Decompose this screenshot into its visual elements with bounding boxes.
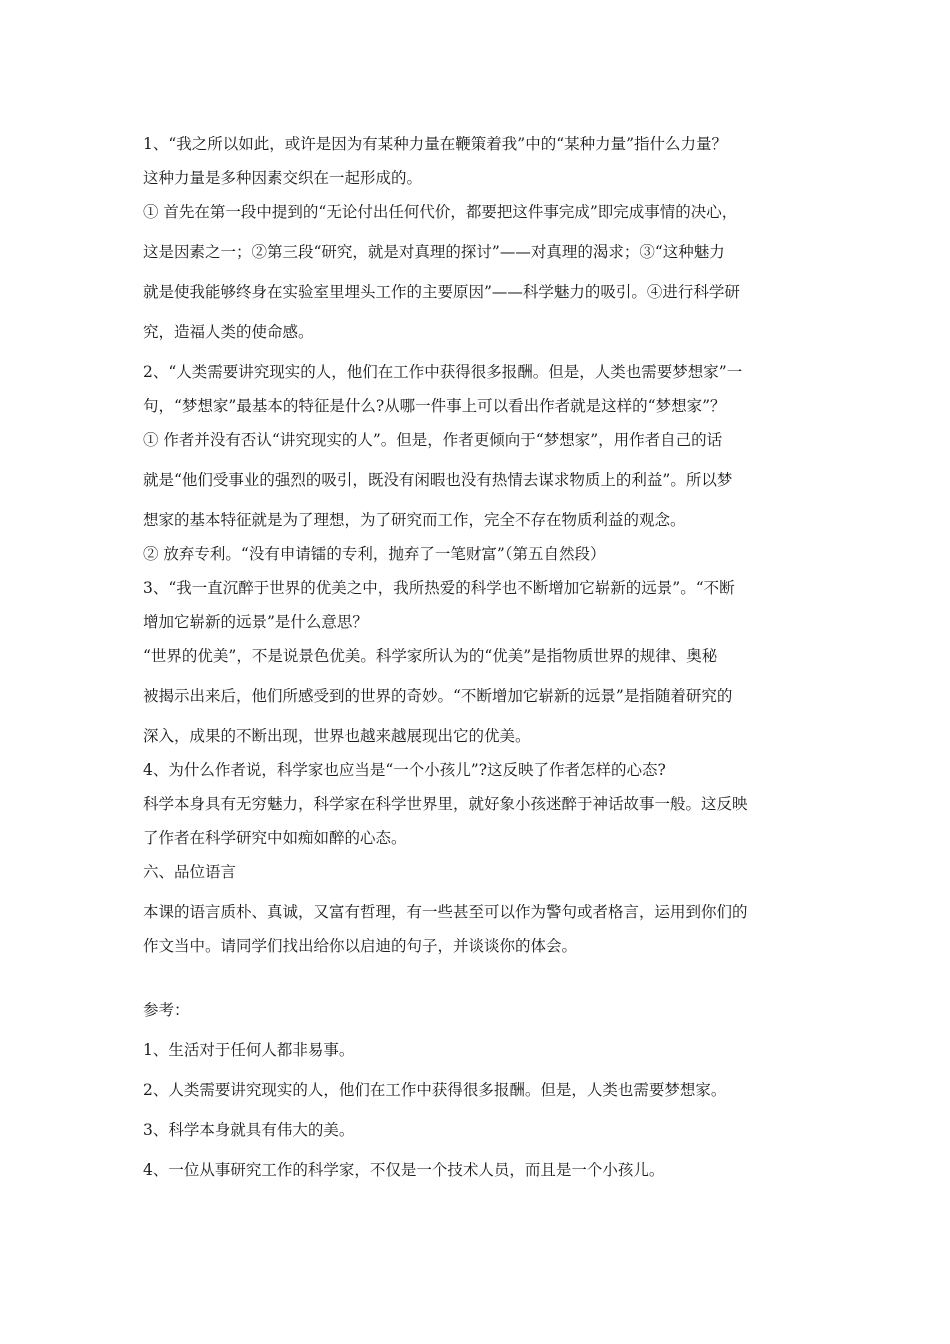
- section-heading: 六、品位语言: [143, 863, 237, 881]
- text-line: 作文当中。请同学们找出给你以启迪的句子，并谈谈你的体会。: [143, 937, 578, 955]
- text-line: 句，“梦想家”最基本的特征是什么?从哪一件事上可以看出作者就是这样的“梦想家”？: [143, 397, 726, 415]
- text-line: 增加它崭新的远景”是什么意思？: [143, 613, 368, 631]
- text-line: 2、“人类需要讲究现实的人，他们在工作中获得很多报酬。但是，人类也需要梦想家”一: [143, 363, 743, 381]
- text-line: 就是使我能够终身在实验室里埋头工作的主要原因”——科学魅力的吸引。④进行科学研: [143, 283, 740, 301]
- text-line: 就是“他们受事业的强烈的吸引，既没有闲暇也没有热情去谋求物质上的利益”。所以梦: [143, 471, 733, 489]
- document-page: [143, 124, 813, 1190]
- text-line: 被揭示出来后，他们所感受到的世界的奇妙。“不断增加它崭新的远景”是指随着研究的: [143, 687, 733, 705]
- text-line: ① 作者并没有否认“讲究现实的人”。但是，作者更倾向于“梦想家”，用作者自己的话: [143, 431, 723, 449]
- reference-item: 3、科学本身就具有伟大的美。: [143, 1121, 355, 1139]
- blank-line: [143, 960, 813, 990]
- text-line: ② 放弃专利。“没有申请镭的专利，抛弃了一笔财富”（第五自然段）: [143, 545, 606, 563]
- text-line: 4、为什么作者说，科学家也应当是“一个小孩儿”?这反映了作者怎样的心态?: [143, 761, 666, 779]
- reference-item: 2、人类需要讲究现实的人，他们在工作中获得很多报酬。但是，人类也需要梦想家。: [143, 1081, 727, 1099]
- text-line: 本课的语言质朴、真诚，又富有哲理，有一些甚至可以作为警句或者格言，运用到你们的: [143, 903, 748, 921]
- text-line: ① 首先在第一段中提到的“无论付出任何代价，都要把这件事完成”即完成事情的决心，: [143, 203, 738, 221]
- reference-item: 4、一位从事研究工作的科学家，不仅是一个技术人员，而且是一个小孩儿。: [143, 1161, 665, 1179]
- text-line: 3、“我一直沉醉于世界的优美之中，我所热爱的科学也不断增加它崭新的远景”。“不断: [143, 579, 735, 597]
- text-line: 了作者在科学研究中如痴如醉的心态。: [143, 829, 407, 847]
- text-line: 科学本身具有无穷魅力，科学家在科学世界里，就好象小孩迷醉于神话故事一般。这反映: [143, 795, 748, 813]
- text-line: 想家的基本特征就是为了理想，为了研究而工作，完全不存在物质利益的观念。: [143, 511, 686, 529]
- text-line: 这是因素之一；②第三段“研究，就是对真理的探讨”——对真理的渴求；③“这种魅力: [143, 243, 725, 261]
- text-line: 深入，成果的不断出现，世界也越来越展现出它的优美。: [143, 727, 531, 745]
- reference-heading: 参考：: [143, 1001, 190, 1019]
- reference-item: 1、生活对于任何人都非易事。: [143, 1041, 355, 1059]
- text-line: 1、“我之所以如此，或许是因为有某种力量在鞭策着我”中的“某种力量”指什么力量？: [143, 135, 728, 153]
- text-line: “世界的优美”，不是说景色优美。科学家所认为的“优美”是指物质世界的规律、奥秘: [143, 647, 718, 665]
- text-line: 究，造福人类的使命感。: [143, 323, 314, 341]
- text-line: 这种力量是多种因素交织在一起形成的。: [143, 169, 423, 187]
